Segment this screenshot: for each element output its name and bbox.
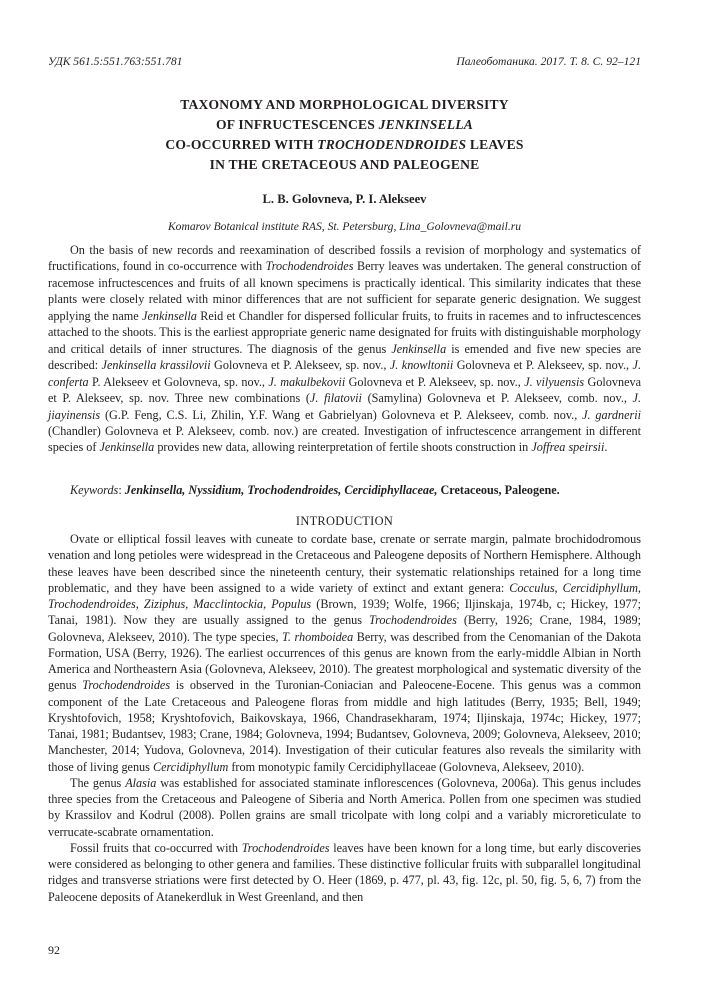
title-line [48,115,641,135]
article-title [48,95,641,175]
title-genus: JENKINSELLA [378,117,474,132]
keywords: Keywords: Jenkinsella, Nyssidium, Trochodendroides, Cercidiphyllaceae, Cretaceous, Paleogene. [70,483,560,497]
keywords-ages: Cretaceous, Paleogene. [437,483,560,497]
journal-citation: Палеоботаника. 2017. Т. 8. С. 92–121 [456,55,641,68]
section-heading: INTRODUCTION [295,514,394,528]
keywords-label: Keywords [70,483,119,497]
abstract [48,242,641,456]
body-paragraph: Ovate or elliptical fossil leaves with cuneate to cordate base, crenate or serrate margin, palmate brochidodromous venation and long petioles were widespread in the Cretaceous and Paleogene deposits of Northern Hemisphere. Although these leaves have been described since the nineteenth century, their systematic relationships retained for a long time problematic, and they have been assigned to a wide variety of extinct and extant genera: Cocculus, Cercidiphyllum, Trochodendroides, Ziziphus, Macclintockia, Populus (Brown, 1939; Wolfe, 1966; Iljinskaja, 1974b, c; Hickey, 1977; Tanai, 1981). Now they are usually assigned to the genus Trochodendroides (Berry, 1926; Crane, 1984, 1989; Golovneva, Alekseev, 2010). The type species, T. rhomboidea Berry, was described from the Cenomanian of the Dakota Formation, USA (Berry, 1926). The earliest occurrences of this genus are known from the early-middle Albian in North America and Northeastern Asia (Golovneva, Alekseev, 2010). The greatest morphological and systematic diversity of the genus Trochodendroides is observed in the Turonian-Coniacian and Paleocene-Eocene. This genus was a common component of the Late Cretaceous and Paleogene floras from middle and high latitudes (Berry, 1935; Bell, 1949; Kryshtofovich, 1958; Kryshtofovich, Baikovskaya, 1966, Chandrasekharam, 1974; Iljinskaja, 1974c; Hickey, 1977; Tanai, 1981; Budantsev, 1983; Crane, 1984; Golovneva, 1994; Budantsev, Golovneva, 2009; Golovneva, Alekseev, 2010; Manchester, 2014; Yudova, Golovneva, 2014). Investigation of their cuticular features also reveals the similarity with those of living genus Cercidiphyllum from monotypic family Cercidiphyllaceae (Golovneva, Alekseev, 2010). [48,532,642,774]
title-text: OF INFRUCTESCENCES [215,117,379,132]
keywords-taxa: Jenkinsella, Nyssidium, Trochodendroides, Cercidiphyllaceae, [124,483,438,497]
title-line: IN THE CRETACEOUS AND PALEOGENE [209,157,480,172]
udc-code: УДК 561.5:551.763:551.781 [48,55,183,68]
authors: L. B. Golovneva, P. I. Alekseev [262,192,427,206]
title-line [48,135,641,155]
body-paragraph: Fossil fruits that co-occurred with Trochodendroides leaves have been known for a long time, but early discoveries were considered as belonging to other genera and families. These distinctive follicular fruits with subparallel longitudinal ridges and transverse striations were first detected by O. Heer (1869, p. 477, pl. 43, fig. 12c, pl. 50, fig. 5, 6, 7) from the Paleocene deposits of Atanekerdluk in West Greenland, and then [48,840,641,904]
title-line: TAXONOMY AND MORPHOLOGICAL DIVERSITY [180,97,509,112]
abstract-paragraph: On the basis of new records and reexamination of described fossils a revision of morphology and systematics of fructifications, found in co-occurrence with Trochodendroides Berry leaves was undertaken. The general construction of racemose infructescences and fruits of all known specimens is practically identical. This similarity indicates that these plants were closely related with minor differences that are not sufficient for separate generic designation. We suggest applying the name Jenkinsella Reid et Chandler for dispersed follicular fruits, to fruits in racemes and to infructescences attached to the shoots. This is the earliest appropriate generic name designated for fruits with distinguishable morphology and critical details of inner structures. The diagnosis of the genus Jenkinsella is emended and five new species are described: Jenkinsella krassilovii Golovneva et P. Alekseev, sp. nov., J. knowltonii Golovneva et P. Alekseev, sp. nov., J. conferta P. Alekseev et Golovneva, sp. nov., J. makulbekovii Golovneva et P. Alekseev, sp. nov., J. vilyuensis Golovneva et P. Alekseev, sp. nov. Three new combinations (J. filatovii (Samylina) Golovneva et P. Alekseev, comb. nov., J. jiayinensis (G.P. Feng, C.S. Li, Zhilin, Y.F. Wang et Gabrielyan) Golovneva et P. Alekseev, comb. nov., J. gardnerii (Chandler) Golovneva et P. Alekseev, comb. nov.) are created. Investigation of infructescence arrangement in different species of Jenkinsella provides new data, allowing reinterpretation of fertile shoots construction in Joffrea speirsii. [48,243,642,455]
title-text: LEAVES [466,137,524,152]
affiliation: Komarov Botanical institute RAS, St. Petersburg, Lina_Golovneva@mail.ru [167,220,522,233]
body-paragraph: The genus Alasia was established for associated staminate inflorescences (Golovneva, 2006a). This genus includes three species from the Cretaceous and Paleogene of Siberia and North America. Pollen from one specimen was studied by Krassilov and Kodrul (2008). Pollen grains are small tricolpate with long colpi and a variably microreticulate to verrucate-scabrate ornamentation. [48,775,641,839]
title-genus: TROCHODENDROIDES [317,137,467,152]
introduction-body [48,531,641,905]
title-text: CO-OCCURRED WITH [165,137,318,152]
page-number: 92 [48,943,60,957]
